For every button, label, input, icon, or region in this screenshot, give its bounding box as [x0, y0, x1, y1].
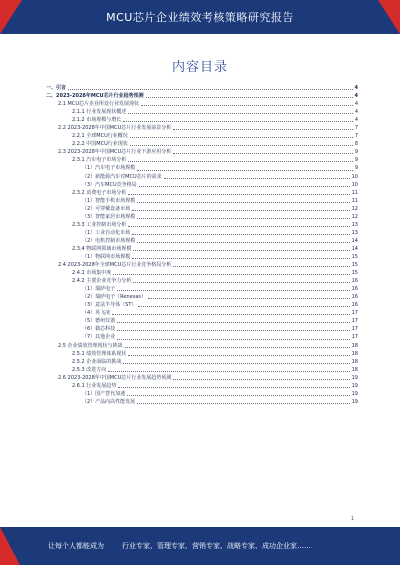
toc-leader-dots — [118, 387, 349, 388]
toc-leader-dots — [173, 153, 353, 154]
toc-entry-page: 19 — [351, 398, 358, 405]
toc-entry-label: （1）国产替代加速 — [82, 390, 126, 397]
toc-leader-dots — [132, 234, 349, 235]
toc-entry-label: （4）英飞凌 — [82, 310, 111, 317]
toc-leader-dots — [113, 274, 349, 275]
toc-entry-label: 一、引言 — [46, 85, 67, 91]
toc-leader-dots — [137, 170, 353, 171]
toc-entry-label: 2.4 2023-2028年全球MCU芯片行业竞争格局分析 — [58, 262, 172, 269]
toc-leader-dots — [133, 282, 349, 283]
toc-leader-dots — [133, 250, 349, 251]
toc-entry-page: 17 — [351, 318, 358, 325]
toc-entry[interactable] — [46, 124, 358, 132]
toc-entry-page: 19 — [351, 382, 358, 389]
toc-leader-dots — [123, 121, 353, 122]
toc-leader-dots — [123, 363, 349, 364]
toc-entry-label: 2.1.2 市场规模与增长 — [72, 117, 122, 124]
toc-leader-dots — [146, 97, 353, 98]
toc-entry-page: 9 — [354, 157, 358, 164]
toc-entry-label: 2.2.1 全球MCU行业概况 — [72, 133, 128, 140]
toc-entry[interactable] — [46, 309, 358, 317]
toc-entry-page: 19 — [351, 390, 358, 397]
toc-entry-page: 16 — [351, 302, 358, 309]
toc-leader-dots — [137, 218, 349, 219]
page-number: 1 — [350, 516, 354, 522]
toc-entry-label: （2）产品向高性能发展 — [82, 398, 136, 405]
toc-leader-dots — [117, 322, 349, 323]
toc-entry-page: 8 — [354, 141, 358, 148]
toc-entry-label: （2）瑞萨电子（Renesas） — [82, 294, 147, 301]
toc-entry-page: 11 — [351, 197, 358, 204]
toc-entry-page: 13 — [351, 221, 358, 228]
toc-title: 内容目录 — [171, 60, 228, 75]
toc-entry[interactable] — [46, 197, 358, 205]
toc-entry[interactable] — [46, 350, 358, 358]
toc-entry-page: 15 — [351, 270, 358, 277]
toc-entry-page: 9 — [354, 149, 358, 156]
footer-banner — [0, 527, 400, 565]
toc-entry[interactable] — [46, 84, 358, 92]
footer-accent — [0, 527, 20, 565]
toc-entry-label: 2.1.1 行业发展现状概述 — [72, 109, 127, 116]
toc-leader-dots — [137, 202, 349, 203]
toc-entry-label: （1）汽车电子市场规模 — [82, 165, 136, 172]
toc-entry-page: 4 — [354, 117, 358, 124]
toc-leader-dots — [139, 186, 350, 187]
toc-entry-label: 2.2.2 中国MCU行业现状 — [72, 141, 128, 148]
toc-entry-page: 4 — [354, 101, 358, 108]
toc-leader-dots — [164, 178, 350, 179]
toc-entry[interactable] — [46, 358, 358, 366]
toc-leader-dots — [128, 355, 349, 356]
report-title: MCU芯片企业绩效考核策略研究报告 — [106, 11, 294, 24]
toc-entry-page: 4 — [354, 93, 358, 100]
toc-entry-label: （3）汽车MCU竞争格局 — [82, 181, 137, 188]
toc-leader-dots — [173, 379, 349, 380]
toc-entry-page: 16 — [351, 294, 358, 301]
toc-entry[interactable] — [46, 213, 358, 221]
toc-entry-label: 2.2 2023-2028年中国MCU芯片行业发展前景分析 — [58, 125, 172, 132]
toc-entry[interactable] — [46, 108, 358, 116]
toc-entry-page: 17 — [351, 334, 358, 341]
toc-entry-page: 10 — [351, 173, 358, 180]
toc-entry-label: （3）智能家居市场规模 — [82, 213, 136, 220]
toc-entry-label: 2.1 MCU芯片企业所处行业发展现状 — [58, 101, 140, 108]
toc-leader-dots — [128, 161, 353, 162]
toc-entry-label: （2）新能源汽车对MCU芯片的需求 — [82, 173, 162, 180]
toc-leader-dots — [141, 105, 353, 106]
toc-entry-label: （7）其他企业 — [82, 334, 116, 341]
toc-entry[interactable] — [46, 140, 358, 148]
toc-entry-page: 19 — [351, 374, 358, 381]
toc-entry-page: 9 — [354, 165, 358, 172]
footer-slogan-left: 让每个人都能成为 — [48, 542, 104, 550]
toc-entry[interactable] — [46, 269, 358, 277]
toc-entry[interactable] — [46, 148, 358, 156]
toc-entry-label: 2.3.3 工业控制市场分析 — [72, 221, 127, 228]
toc-entry-page: 16 — [351, 286, 358, 293]
toc-leader-dots — [173, 129, 353, 130]
toc-entry-page: 14 — [351, 237, 358, 244]
toc-entry[interactable] — [46, 390, 358, 398]
table-of-contents — [46, 84, 358, 406]
footer-slogan-right: 行业专家、管理专家、营销专家、战略专家、成功企业家…… — [122, 542, 311, 550]
toc-entry-page: 11 — [351, 189, 358, 196]
toc-entry-label: （1）物联网市场规模 — [82, 253, 131, 260]
toc-entry-page: 18 — [351, 342, 358, 349]
toc-leader-dots — [137, 403, 349, 404]
toc-entry-page: 4 — [354, 109, 358, 116]
toc-entry-page: 16 — [351, 278, 358, 285]
toc-entry-page: 18 — [351, 350, 358, 357]
toc-entry[interactable] — [46, 333, 358, 341]
toc-leader-dots — [173, 266, 349, 267]
toc-entry[interactable] — [46, 132, 358, 140]
toc-entry-label: 2.4.1 市场集中度 — [72, 270, 112, 277]
toc-entry[interactable] — [46, 277, 358, 285]
toc-leader-dots — [128, 226, 349, 227]
toc-entry-page: 7 — [354, 133, 358, 140]
toc-entry-page: 12 — [351, 205, 358, 212]
toc-entry-label: 2.5.2 企业面临的挑战 — [72, 358, 122, 365]
toc-entry[interactable] — [46, 293, 358, 301]
toc-entry-page: 17 — [351, 326, 358, 333]
toc-entry[interactable] — [46, 229, 358, 237]
toc-leader-dots — [117, 339, 349, 340]
toc-leader-dots — [127, 395, 349, 396]
toc-entry[interactable] — [46, 116, 358, 124]
toc-leader-dots — [128, 113, 353, 114]
toc-entry-label: 2.3.1 汽车电子市场分析 — [72, 157, 127, 164]
toc-entry[interactable] — [46, 398, 358, 406]
toc-entry[interactable] — [46, 366, 358, 374]
toc-entry-page: 18 — [351, 366, 358, 373]
toc-entry-label: 2.5.3 改进方向 — [72, 366, 107, 373]
toc-leader-dots — [108, 371, 349, 372]
toc-entry-label: 2.6.1 行业发展趋势 — [72, 382, 117, 389]
toc-entry[interactable] — [46, 237, 358, 245]
toc-leader-dots — [125, 347, 350, 348]
toc-entry[interactable] — [46, 374, 358, 382]
toc-entry[interactable] — [46, 301, 358, 309]
toc-entry[interactable] — [46, 156, 358, 164]
toc-entry[interactable] — [46, 261, 358, 269]
toc-entry[interactable] — [46, 382, 358, 390]
toc-entry-label: （6）微芯科技 — [82, 326, 116, 333]
toc-entry-label: （2）电机控制市场规模 — [82, 237, 136, 244]
toc-leader-dots — [117, 330, 349, 331]
toc-entry-label: （1）智能手机市场规模 — [82, 197, 136, 204]
toc-entry-label: 2.5 企业绩效管理现状与挑战 — [58, 342, 123, 349]
toc-entry-label: 2.5.1 绩效管理体系现状 — [72, 350, 127, 357]
toc-leader-dots — [128, 194, 349, 195]
toc-entry[interactable] — [46, 285, 358, 293]
toc-entry-label: （1）工业自动化市场 — [82, 229, 131, 236]
toc-leader-dots — [112, 314, 349, 315]
toc-entry-label: 二、2023-2028年MCU芯片行业趋势预测 — [46, 93, 144, 100]
toc-entry-page: 18 — [351, 358, 358, 365]
toc-entry[interactable] — [46, 181, 358, 189]
header-accent-right — [378, 0, 400, 34]
toc-entry-page: 15 — [351, 253, 358, 260]
toc-entry-label: （5）德州仪器 — [82, 318, 116, 325]
toc-entry[interactable] — [46, 245, 358, 253]
toc-entry[interactable] — [46, 325, 358, 333]
toc-leader-dots — [68, 89, 353, 90]
toc-entry[interactable] — [46, 164, 358, 172]
toc-entry[interactable] — [46, 253, 358, 261]
toc-entry-page: 17 — [351, 310, 358, 317]
toc-leader-dots — [148, 298, 350, 299]
toc-entry-label: （3）意法半导体（ST） — [82, 302, 137, 309]
toc-entry[interactable] — [46, 342, 358, 350]
toc-entry-label: （2）可穿戴设备市场 — [82, 205, 131, 212]
toc-entry-page: 13 — [351, 229, 358, 236]
toc-leader-dots — [132, 210, 349, 211]
toc-entry-page: 4 — [354, 85, 358, 91]
toc-entry[interactable] — [46, 221, 358, 229]
toc-entry-page: 15 — [351, 262, 358, 269]
toc-entry[interactable] — [46, 173, 358, 181]
toc-entry[interactable] — [46, 205, 358, 213]
toc-entry-page: 14 — [351, 245, 358, 252]
toc-entry-label: 2.3.4 物联网领域市场规模 — [72, 245, 132, 252]
toc-entry-label: 2.4.2 主要企业竞争力分析 — [72, 278, 132, 285]
toc-leader-dots — [137, 242, 349, 243]
toc-entry-page: 7 — [354, 125, 358, 132]
toc-entry-label: 2.3 2023-2028年中国MCU芯片行业下游应用分析 — [58, 149, 172, 156]
toc-entry-label: 2.3.2 消费电子市场分析 — [72, 189, 127, 196]
toc-leader-dots — [130, 137, 353, 138]
toc-entry-label: 2.6 2023-2028年中国MCU芯片行业发展趋势预测 — [58, 374, 172, 381]
toc-leader-dots — [117, 290, 349, 291]
toc-leader-dots — [130, 145, 353, 146]
header-accent-left — [0, 0, 22, 34]
toc-entry-label: （1）瑞萨电子 — [82, 286, 116, 293]
toc-entry[interactable] — [46, 100, 358, 108]
toc-entry-page: 12 — [351, 213, 358, 220]
toc-entry[interactable] — [46, 189, 358, 197]
toc-leader-dots — [132, 258, 349, 259]
toc-entry[interactable] — [46, 317, 358, 325]
toc-entry-page: 10 — [351, 181, 358, 188]
toc-leader-dots — [138, 306, 349, 307]
header-banner — [0, 0, 400, 34]
toc-entry[interactable] — [46, 92, 358, 100]
